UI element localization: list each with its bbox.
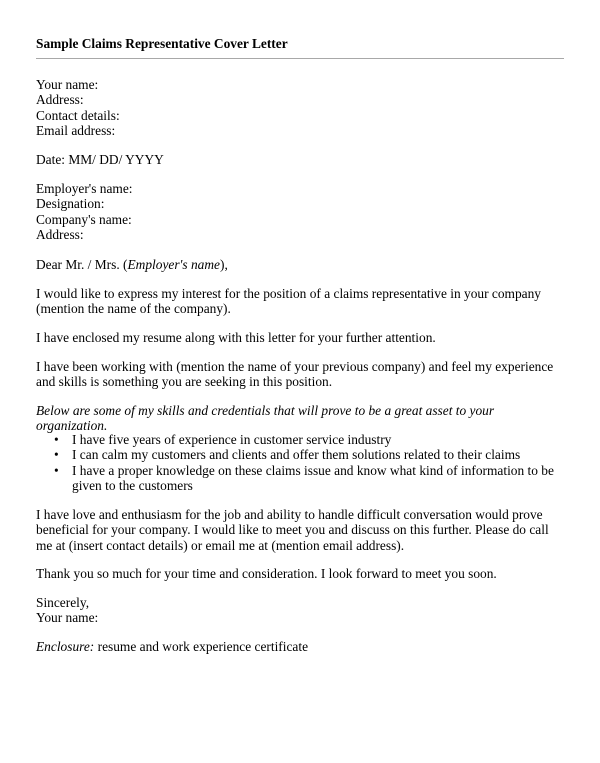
paragraph-thanks: Thank you so much for your time and consideration. I look forward to meet you soon.	[36, 566, 497, 581]
sender-name-label: Your name:	[36, 77, 99, 92]
list-item: • I have a proper knowledge on these claims issue and know what kind of information to be given to the customers	[36, 463, 556, 494]
enclosure-text: resume and work experience certificate	[94, 639, 309, 654]
sender-address-label: Address:	[36, 92, 84, 108]
paragraph-resume: I have enclosed my resume along with this letter for your further attention.	[36, 330, 436, 345]
document-title: Sample Claims Representative Cover Letter	[36, 36, 288, 51]
sender-contact-label: Contact details:	[36, 107, 120, 123]
skills-list	[36, 432, 556, 493]
salutation-suffix: ),	[220, 257, 228, 272]
recipient-company-label: Company's name:	[36, 211, 132, 227]
recipient-details	[36, 181, 566, 242]
enclosure-line	[36, 639, 566, 654]
closing-name-label: Your name:	[36, 610, 99, 626]
recipient-address-label: Address:	[36, 226, 84, 242]
closing-sincerely: Sincerely,	[36, 595, 90, 610]
salutation	[36, 257, 566, 272]
closing	[36, 595, 566, 626]
enclosure-label: Enclosure:	[36, 639, 95, 654]
date-line: Date: MM/ DD/ YYYY	[36, 152, 164, 167]
title-divider	[36, 58, 564, 59]
salutation-prefix: Dear Mr. / Mrs. (	[36, 257, 128, 272]
sender-email-label: Email address:	[36, 122, 116, 138]
salutation-name: Employer's name	[127, 257, 220, 272]
recipient-designation-label: Designation:	[36, 196, 105, 212]
skills-intro: Below are some of my skills and credentials that will prove to be a great asset to your organization.	[36, 403, 495, 434]
list-item: • I can calm my customers and clients and offer them solutions related to their claims	[36, 447, 556, 462]
paragraph-interest: I would like to express my interest for the position of a claims representative in your company (mention the name of the company).	[36, 286, 541, 317]
paragraph-enthusiasm: I have love and enthusiasm for the job and ability to handle difficult conversation would prove beneficial for your company. I would like to meet you and discuss on this further. Please do call me at (insert contact details) or email me at (mention email address).	[36, 507, 549, 553]
sender-details	[36, 77, 566, 138]
paragraph-experience: I have been working with (mention the name of your previous company) and feel my experience and skills is something you are seeking in this position.	[36, 359, 554, 390]
recipient-name-label: Employer's name:	[36, 181, 133, 196]
list-item: • I have five years of experience in customer service industry	[36, 432, 556, 447]
